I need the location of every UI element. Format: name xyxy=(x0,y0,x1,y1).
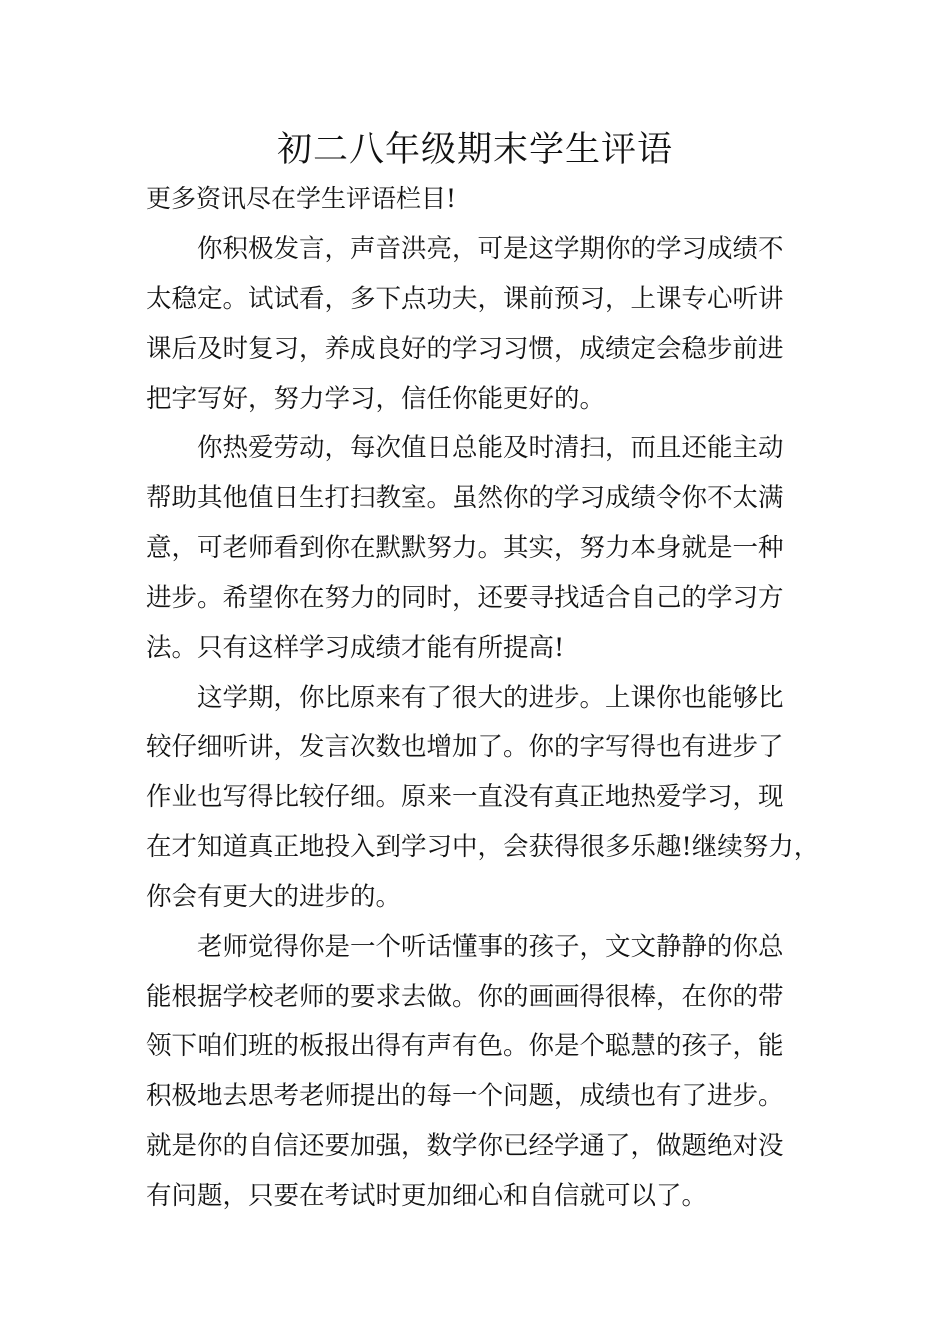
paragraph-line: 太稳定。试试看，多下点功夫，课前预习，上课专心听讲 xyxy=(146,284,784,314)
paragraph-line: 法。只有这样学习成绩才能有所提高! xyxy=(146,633,565,663)
paragraph-line: 进步。希望你在努力的同时，还要寻找适合自己的学习方 xyxy=(146,583,784,613)
document-title: 初二八年级期末学生评语 xyxy=(276,130,673,170)
paragraph-line: 能根据学校老师的要求去做。你的画画得很棒，在你的带 xyxy=(146,982,784,1012)
paragraph-line: 课后及时复习，养成良好的学习习惯，成绩定会稳步前进 xyxy=(146,334,784,364)
paragraph-line: 你热爱劳动，每次值日总能及时清扫，而且还能主动 xyxy=(197,433,784,463)
paragraph-line: 就是你的自信还要加强，数学你已经学通了，做题绝对没 xyxy=(146,1131,784,1161)
paragraph-line: 积极地去思考老师提出的每一个问题，成绩也有了进步。 xyxy=(146,1081,784,1111)
paragraph-line: 作业也写得比较仔细。原来一直没有真正地热爱学习，现 xyxy=(146,782,784,812)
document-subtitle: 更多资讯尽在学生评语栏目! xyxy=(146,184,457,213)
paragraph-line: 老师觉得你是一个听话懂事的孩子，文文静静的你总 xyxy=(197,932,784,962)
paragraph-line: 领下咱们班的板报出得有声有色。你是个聪慧的孩子，能 xyxy=(146,1031,784,1061)
paragraph-line: 有问题，只要在考试时更加细心和自信就可以了。 xyxy=(146,1181,708,1211)
paragraph-line: 帮助其他值日生打扫教室。虽然你的学习成绩令你不太满 xyxy=(146,483,784,513)
paragraph-line: 你积极发言，声音洪亮，可是这学期你的学习成绩不 xyxy=(197,234,784,264)
paragraph-line: 较仔细听讲，发言次数也增加了。你的字写得也有进步了 xyxy=(146,732,784,762)
paragraph-line: 你会有更大的进步的。 xyxy=(146,882,402,912)
paragraph-line: 意，可老师看到你在默默努力。其实，努力本身就是一种 xyxy=(146,533,784,563)
paragraph-line: 这学期，你比原来有了很大的进步。上课你也能够比 xyxy=(197,683,784,713)
paragraph-line: 在才知道真正地投入到学习中，会获得很多乐趣!继续努力， xyxy=(146,832,820,862)
paragraph-line: 把字写好，努力学习，信任你能更好的。 xyxy=(146,384,606,414)
